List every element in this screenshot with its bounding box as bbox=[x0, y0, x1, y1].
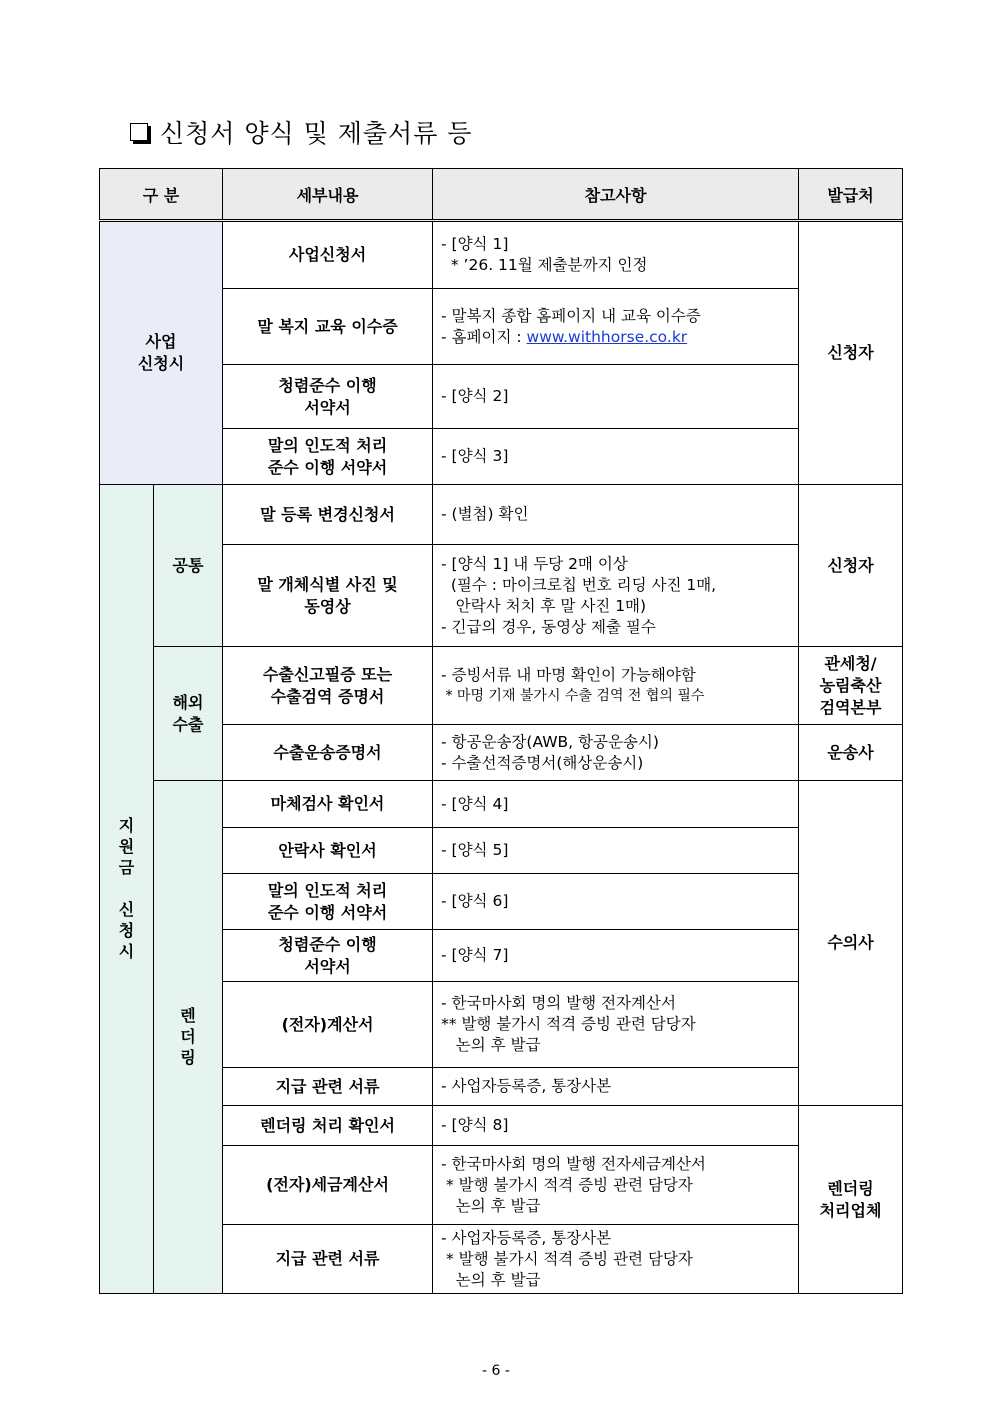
detail-cell: 말 복지 교육 이수증 bbox=[223, 289, 433, 365]
checkbox-bullet-icon bbox=[130, 123, 148, 141]
issuer-carrier: 운송사 bbox=[799, 725, 903, 781]
detail-cell: 렌더링 처리 확인서 bbox=[223, 1106, 433, 1146]
detail-cell: 지급 관련 서류 bbox=[223, 1225, 433, 1294]
table-row bbox=[100, 647, 903, 725]
header-detail: 세부내용 bbox=[223, 169, 433, 221]
header-category: 구 분 bbox=[100, 169, 223, 221]
detail-cell: 수출신고필증 또는 수출검역 증명서 bbox=[223, 647, 433, 725]
detail-cell: 지급 관련 서류 bbox=[223, 1068, 433, 1106]
detail-cell: 말의 인도적 처리 준수 이행 서약서 bbox=[223, 429, 433, 485]
reference-cell: - [양식 1] * ’26. 11월 제출분까지 인정 bbox=[433, 221, 799, 289]
reference-cell: - 말복지 종합 홈페이지 내 교육 이수증 - 홈페이지 : www.withhorse.co.kr bbox=[433, 289, 799, 365]
heading-text: 신청서 양식 및 제출서류 등 bbox=[160, 119, 473, 148]
reference-cell: - 증빙서류 내 마명 확인이 가능해야함 * 마명 기재 불가시 수출 검역 전 협의 필수 bbox=[433, 647, 799, 725]
table-row bbox=[100, 485, 903, 545]
detail-cell: 마체검사 확인서 bbox=[223, 781, 433, 828]
reference-cell: - [양식 6] bbox=[433, 874, 799, 930]
subgroup-common: 공통 bbox=[154, 485, 223, 647]
reference-cell: - [양식 8] bbox=[433, 1106, 799, 1146]
reference-cell: - [양식 1] 내 두당 2매 이상 (필수 : 마이크로칩 번호 리딩 사진 1매, 안락사 처치 후 말 사진 1매) - 긴급의 경우, 동영상 제출 필수 bbox=[433, 545, 799, 647]
table-header-row bbox=[100, 169, 903, 221]
subgroup-rendering: 렌 더 링 bbox=[154, 781, 223, 1294]
reference-cell: - 한국마사회 명의 발행 전자세금계산서 * 발행 불가시 적격 증빙 관련 담당자 논의 후 발급 bbox=[433, 1146, 799, 1225]
header-reference: 참고사항 bbox=[433, 169, 799, 221]
subgroup-overseas: 해외 수출 bbox=[154, 647, 223, 781]
reference-cell: - [양식 7] bbox=[433, 930, 799, 982]
reference-cell: - [양식 5] bbox=[433, 828, 799, 874]
table-row bbox=[100, 781, 903, 828]
documents-table bbox=[99, 168, 903, 1294]
reference-cell: - [양식 3] bbox=[433, 429, 799, 485]
detail-cell: 말의 인도적 처리 준수 이행 서약서 bbox=[223, 874, 433, 930]
detail-cell: 말 개체식별 사진 및 동영상 bbox=[223, 545, 433, 647]
group-subsidy: 지 원 금 신 청 시 bbox=[100, 485, 154, 1294]
issuer-rendering-company: 렌더링 처리업체 bbox=[799, 1106, 903, 1294]
page-number: - 6 - bbox=[482, 1363, 510, 1379]
reference-cell: - 항공운송장(AWB, 항공운송시) - 수출선적증명서(해상운송시) bbox=[433, 725, 799, 781]
detail-cell: 말 등록 변경신청서 bbox=[223, 485, 433, 545]
detail-cell: 안락사 확인서 bbox=[223, 828, 433, 874]
reference-cell: - 사업자등록증, 통장사본 bbox=[433, 1068, 799, 1106]
reference-cell: - 한국마사회 명의 발행 전자계산서 ** 발행 불가시 적격 증빙 관련 담당자 논의 후 발급 bbox=[433, 982, 799, 1068]
issuer-vet: 수의사 bbox=[799, 781, 903, 1106]
reference-cell: - [양식 4] bbox=[433, 781, 799, 828]
detail-cell: (전자)계산서 bbox=[223, 982, 433, 1068]
detail-cell: 사업신청서 bbox=[223, 221, 433, 289]
issuer-applicant: 신청자 bbox=[799, 221, 903, 485]
detail-cell: 청렴준수 이행 서약서 bbox=[223, 930, 433, 982]
issuer-applicant: 신청자 bbox=[799, 485, 903, 647]
reference-cell: - [양식 2] bbox=[433, 365, 799, 429]
detail-cell: 수출운송증명서 bbox=[223, 725, 433, 781]
section-heading bbox=[130, 114, 472, 150]
header-issuer: 발급처 bbox=[799, 169, 903, 221]
issuer-customs: 관세청/ 농림축산 검역본부 bbox=[799, 647, 903, 725]
table-row bbox=[100, 221, 903, 289]
detail-cell: 청렴준수 이행 서약서 bbox=[223, 365, 433, 429]
reference-cell: - (별첨) 확인 bbox=[433, 485, 799, 545]
detail-cell: (전자)세금계산서 bbox=[223, 1146, 433, 1225]
reference-cell: - 사업자등록증, 통장사본 * 발행 불가시 적격 증빙 관련 담당자 논의 후 발급 bbox=[433, 1225, 799, 1294]
homepage-link[interactable]: www.withhorse.co.kr bbox=[526, 327, 688, 346]
group-business: 사업 신청시 bbox=[100, 221, 223, 485]
